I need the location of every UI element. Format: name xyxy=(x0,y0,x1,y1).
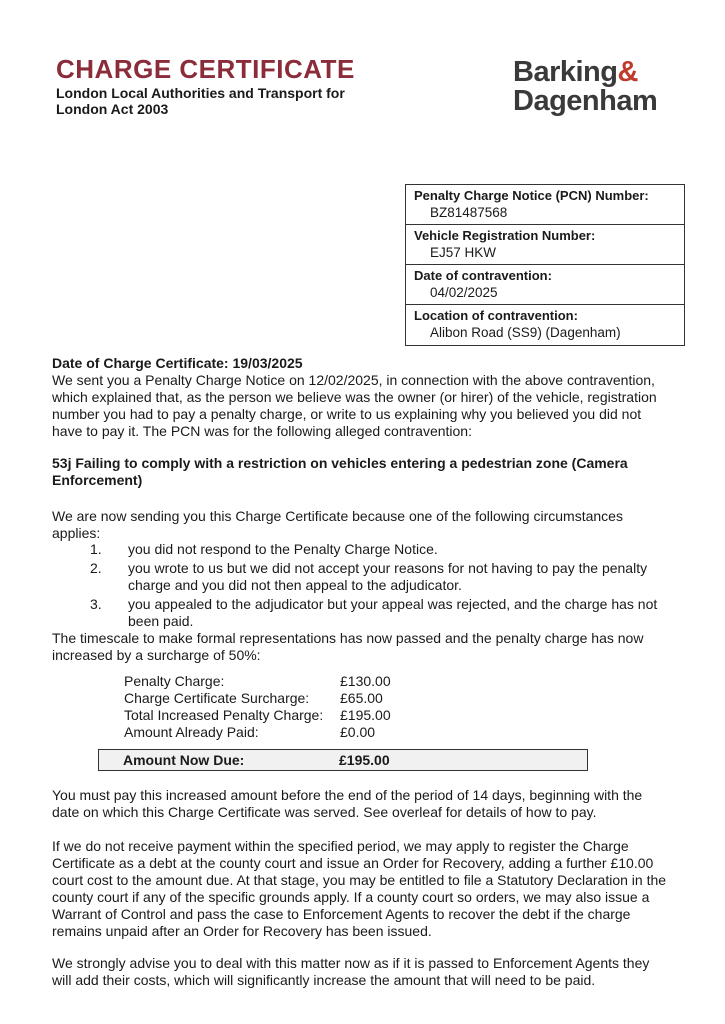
list-number: 3. xyxy=(90,596,102,612)
charge-row xyxy=(124,724,391,741)
recovery-paragraph: If we do not receive payment within the specified period, we may apply to register the Charge Certificate as a debt at the county court and issue an Order for Recovery, adding a further £10.00 court cost to the amount due. At that stage, you may be entitled to file a Statutory Declaration in the county court if any of the specific grounds apply. If a county court so orders, we may also issue a Warrant of Control and pass the case to Enforcement Agents to recover the debt if the charge remains unpaid after an Order for Recovery has been issued. xyxy=(52,838,667,939)
charge-label: Amount Already Paid: xyxy=(124,724,259,740)
charge-label: Penalty Charge: xyxy=(124,673,225,689)
amount-due-box xyxy=(98,749,588,771)
charge-row xyxy=(124,707,391,724)
charge-value: £0.00 xyxy=(340,724,376,740)
charge-value: £130.00 xyxy=(340,673,391,689)
charge-row xyxy=(124,673,391,690)
contravention-date-label: Date of contravention: xyxy=(414,268,552,283)
list-text: you appealed to the adjudicator but your appeal was rejected, and the charge has not been paid. xyxy=(128,596,658,629)
pcn-value: BZ81487568 xyxy=(430,205,508,220)
list-item xyxy=(90,596,670,630)
charge-value: £65.00 xyxy=(340,690,383,706)
charge-label: Charge Certificate Surcharge: xyxy=(124,690,310,706)
charge-value: £195.00 xyxy=(340,707,391,723)
location-label: Location of contravention: xyxy=(414,308,578,323)
legislation-subtitle: London Local Authorities and Transport for London Act 2003 xyxy=(56,85,345,117)
contravention-date-row xyxy=(406,265,684,305)
list-item xyxy=(90,541,670,558)
side-reference-code xyxy=(0,221,2,293)
timescale-paragraph: The timescale to make formal representations has now passed and the penalty charge has now increased by a surcharge of 50%: xyxy=(52,630,644,663)
charge-label: Total Increased Penalty Charge: xyxy=(124,707,324,723)
charge-row xyxy=(124,690,391,707)
amount-due-label: Amount Now Due: xyxy=(123,752,245,768)
location-value: Alibon Road (SS9) (Dagenham) xyxy=(430,325,621,340)
location-row xyxy=(406,305,684,345)
logo-line1: Barking xyxy=(513,56,618,88)
list-number: 2. xyxy=(90,560,102,576)
pcn-row xyxy=(406,185,684,225)
list-text: you wrote to us but we did not accept your reasons for not having to pay the penalty charge and you did not then appeal to the adjudicator. xyxy=(128,560,648,593)
vrn-row xyxy=(406,225,684,265)
contravention-date-value: 04/02/2025 xyxy=(430,285,498,300)
intro-paragraph: We sent you a Penalty Charge Notice on 12/02/2025, in connection with the above contravention, which explained that, as the person we believe was the owner (or hirer) of the vehicle, registration number you had to pay a penalty charge, or write to us explaining why you believed you did not have to pay it. The PCN was for the following alleged contravention: xyxy=(52,372,657,439)
logo-line2: Dagenham xyxy=(513,85,658,117)
logo-ampersand: & xyxy=(617,56,638,88)
vrn-label: Vehicle Registration Number: xyxy=(414,228,596,243)
certificate-date: Date of Charge Certificate: 19/03/2025 xyxy=(52,355,303,371)
list-item xyxy=(90,560,670,594)
charges-table xyxy=(124,673,391,741)
payment-deadline-paragraph: You must pay this increased amount before the end of the period of 14 days, beginning with the date on which this Charge Certificate was served. See overleaf for details of how to pay. xyxy=(52,787,643,820)
amount-due-value: £195.00 xyxy=(339,752,390,768)
list-text: you did not respond to the Penalty Charge Notice. xyxy=(128,541,438,557)
circumstances-intro: We are now sending you this Charge Certificate because one of the following circumstances applies: xyxy=(52,508,623,541)
council-logo xyxy=(513,58,657,116)
vrn-value: EJ57 HKW xyxy=(430,245,497,260)
document-title: CHARGE CERTIFICATE xyxy=(56,54,355,84)
list-number: 1. xyxy=(90,541,102,557)
contravention-description: 53j Failing to comply with a restriction on vehicles entering a pedestrian zone (Camera Enforcement) xyxy=(52,455,628,488)
circumstances-list xyxy=(90,541,670,632)
pcn-label: Penalty Charge Notice (PCN) Number: xyxy=(414,188,649,203)
pcn-info-box xyxy=(405,184,685,346)
enforcement-advice-paragraph: We strongly advise you to deal with this matter now as if it is passed to Enforcement Agents they will add their costs, which will significantly increase the amount that will need to be paid. xyxy=(52,955,650,988)
